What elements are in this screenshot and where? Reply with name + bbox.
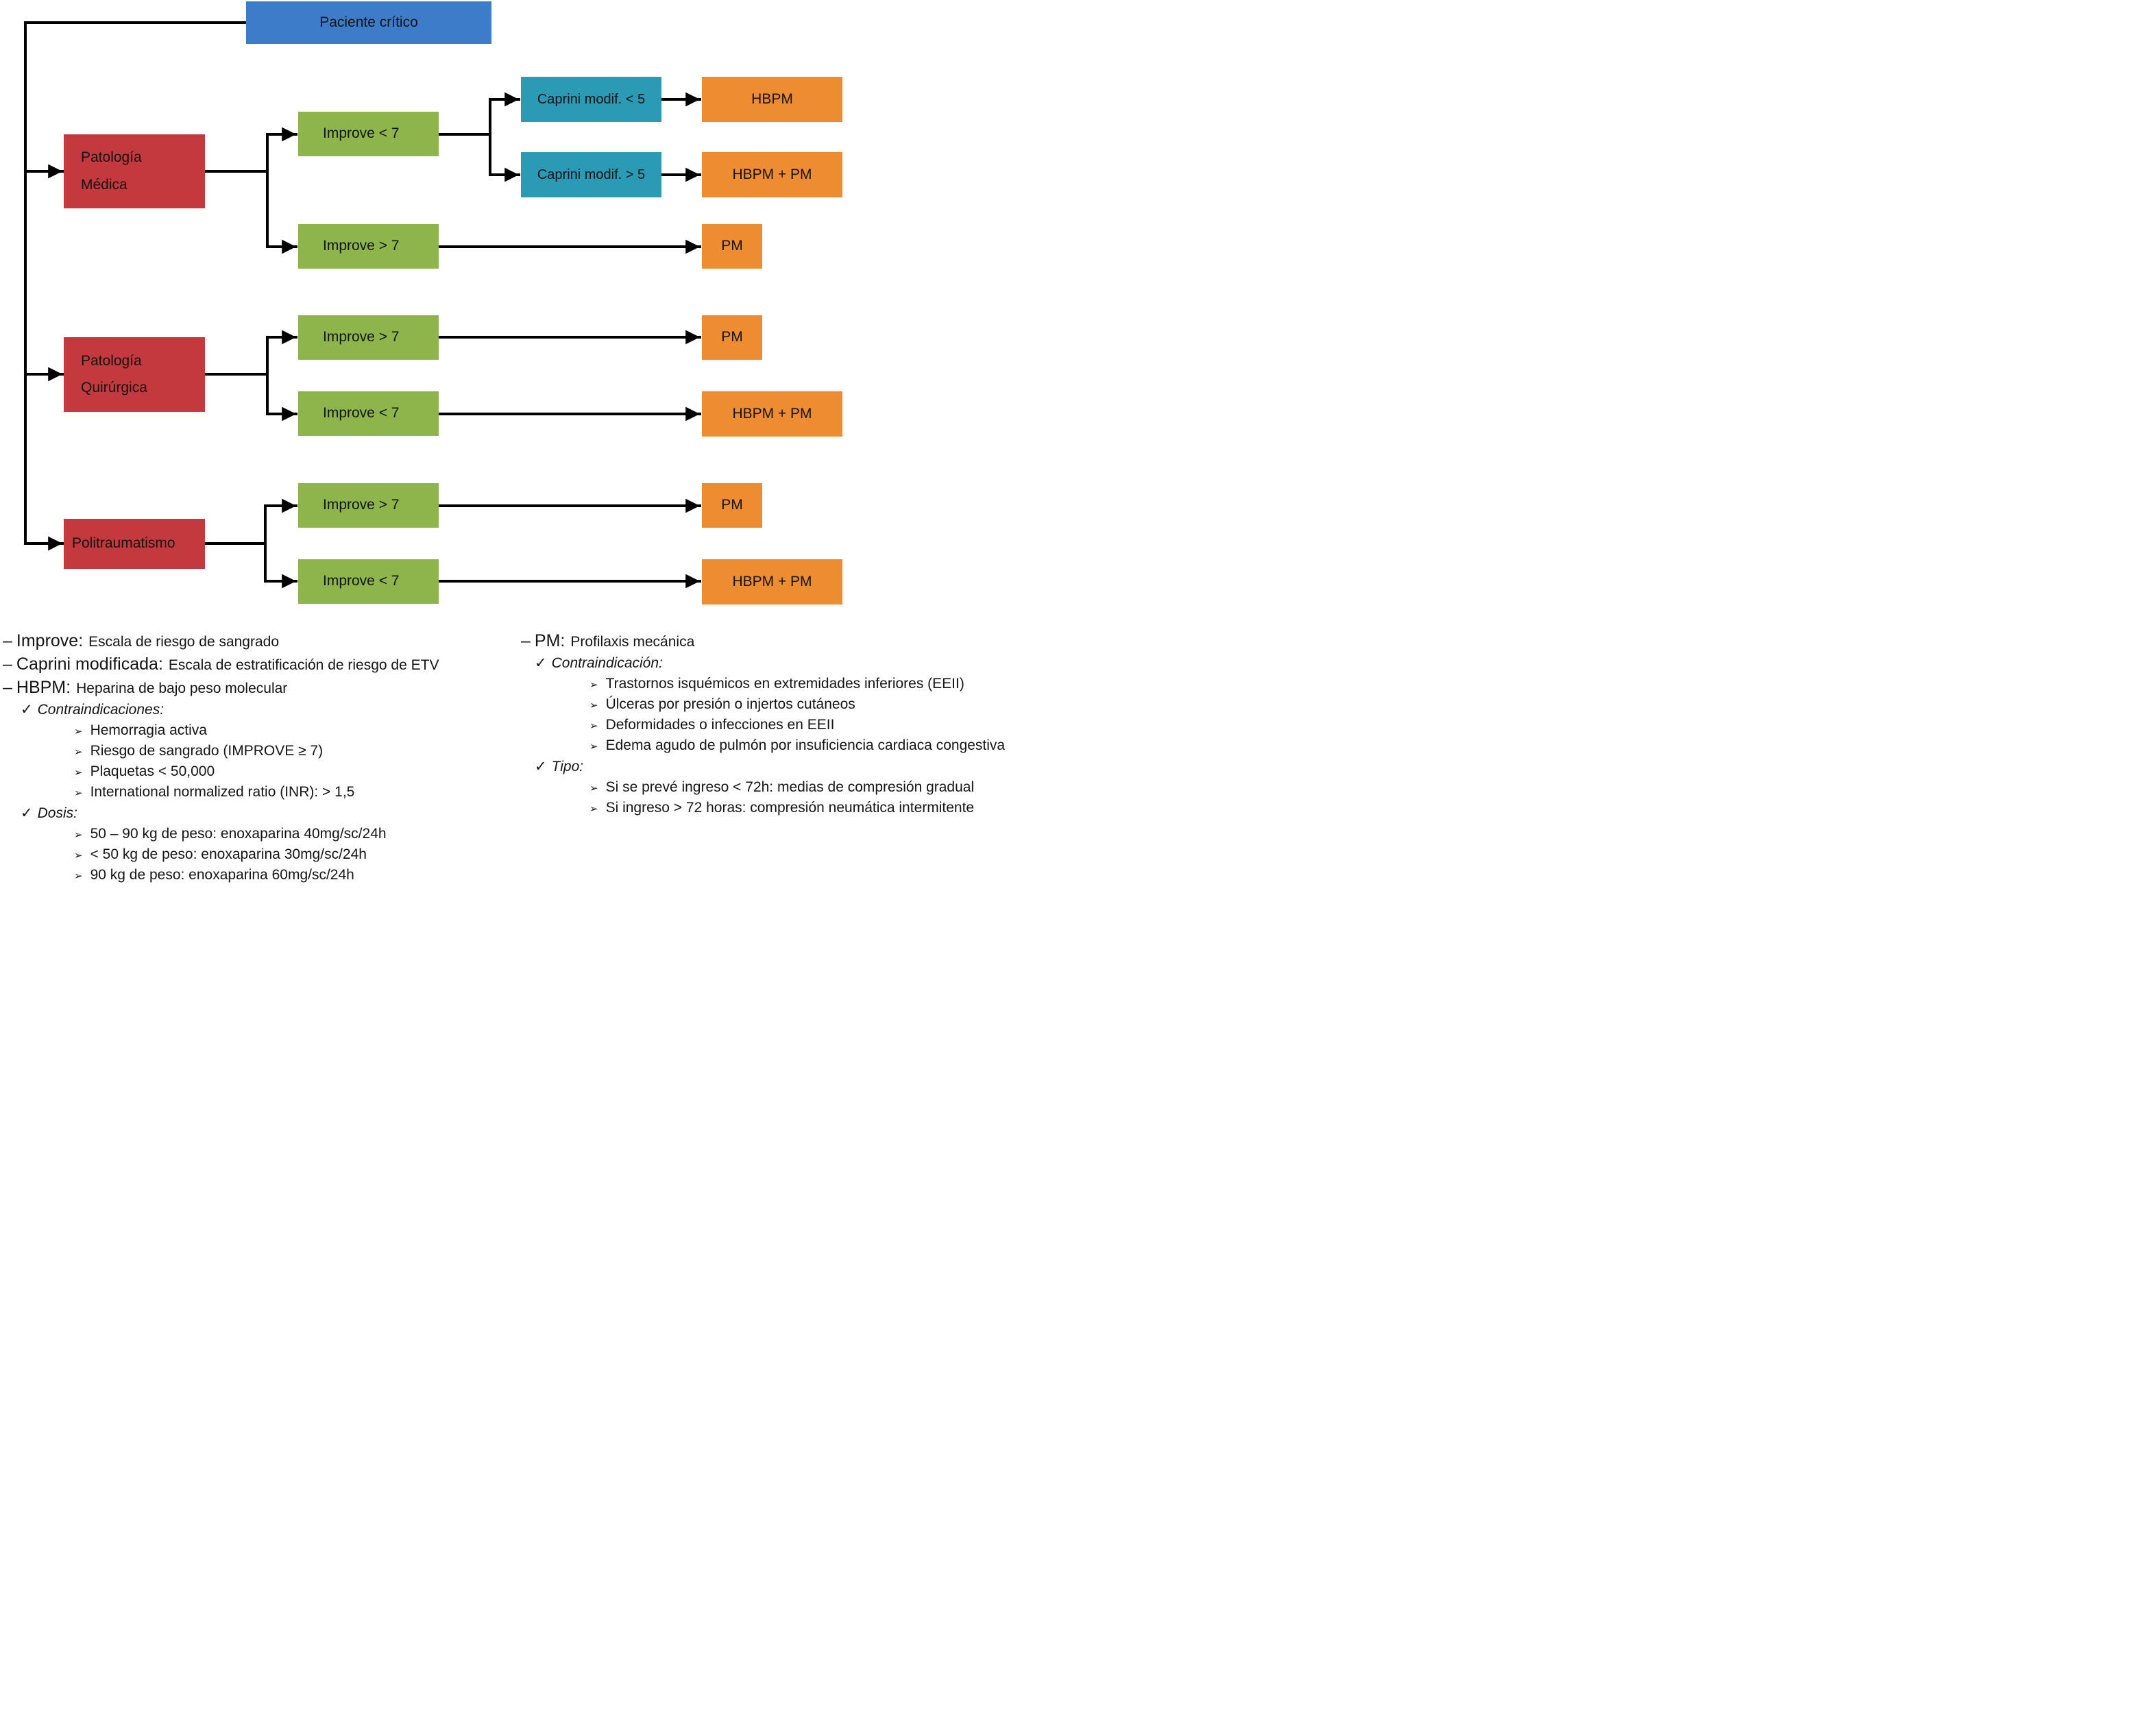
node-hbpm-pm-quirurgica: HBPM + PM <box>702 391 842 437</box>
legend-def-hbpm: Heparina de bajo peso molecular <box>76 681 288 696</box>
node-patologia-medica <box>64 134 205 208</box>
legend-entry-hbpm <box>3 678 521 698</box>
legend-item-text: 50 – 90 kg de peso: enoxaparina 40mg/sc/24h <box>90 826 387 842</box>
node-paciente-critico: Paciente crítico <box>246 1 491 44</box>
check-icon: ✓ <box>21 702 33 718</box>
legend-left-column <box>3 630 521 888</box>
legend-right-column <box>521 630 1064 888</box>
page <box>0 0 1064 894</box>
legend-subheading-label: Contraindicación: <box>551 655 663 671</box>
connector-medica-split <box>205 134 267 247</box>
arrow-bullet-icon: ➢ <box>589 679 598 691</box>
legend-item-text: Úlceras por presión o injertos cutáneos <box>605 696 855 712</box>
arrow-bullet-icon: ➢ <box>74 726 83 737</box>
legend-term-improve: Improve: <box>16 631 84 650</box>
legend-item <box>521 779 1064 796</box>
legend-item <box>3 867 521 883</box>
legend-item-text: Edema agudo de pulmón por insuficiencia cardiaca congestiva <box>605 737 1006 753</box>
legend-def-pm: Profilaxis mecánica <box>570 634 695 650</box>
legend-item-text: Plaquetas < 50,000 <box>90 763 215 779</box>
legend-term-caprini: Caprini modificada: <box>16 655 163 674</box>
legend-item-text: Trastornos isquémicos en extremidades inferiores (EEII) <box>605 676 964 692</box>
check-icon: ✓ <box>535 655 547 671</box>
arrow-bullet-icon: ➢ <box>74 829 83 841</box>
dash-marker: – <box>3 655 12 674</box>
node-label-line2: Quirúrgica <box>81 380 147 395</box>
legend-item <box>521 696 1064 713</box>
legend-item <box>3 846 521 863</box>
legend-entry-caprini <box>3 655 521 674</box>
legend-item <box>3 763 521 780</box>
node-politraumatismo: Politraumatismo <box>64 519 205 569</box>
node-pm-quirurgica: PM <box>702 315 762 360</box>
node-label-line2: Médica <box>81 176 127 193</box>
node-improve-lt7-medica: Improve < 7 <box>298 112 439 156</box>
connector-root-trunk <box>25 23 246 543</box>
arrow-bullet-icon: ➢ <box>74 767 83 779</box>
dash-marker: – <box>3 631 12 650</box>
node-pm-politrauma: PM <box>702 483 762 528</box>
arrow-bullet-icon: ➢ <box>589 803 598 815</box>
legend-item-text: Riesgo de sangrado (IMPROVE ≥ 7) <box>90 743 324 759</box>
node-pm-medica: PM <box>702 224 762 269</box>
legend-item-text: Deformidades o infecciones en EEII <box>605 717 835 733</box>
legend-def-caprini: Escala de estratificación de riesgo de ETV <box>168 657 439 673</box>
legend-item <box>521 676 1064 692</box>
legend-item <box>3 826 521 842</box>
node-label-line1: Patología <box>81 149 142 166</box>
arrow-bullet-icon: ➢ <box>589 700 598 711</box>
arrow-bullet-icon: ➢ <box>589 783 598 794</box>
legend-subheading-label: Tipo: <box>551 759 584 774</box>
arrow-bullet-icon: ➢ <box>74 850 83 861</box>
arrow-bullet-icon: ➢ <box>589 741 598 753</box>
legend-item <box>521 800 1064 816</box>
check-icon: ✓ <box>535 759 547 774</box>
node-caprini-gt5: Caprini modif. > 5 <box>521 152 661 197</box>
legend-item <box>521 737 1064 754</box>
legend-entry-improve <box>3 631 521 651</box>
node-improve-lt7-quirurgica: Improve < 7 <box>298 391 439 436</box>
connector-quirurgica-split <box>205 337 267 414</box>
legend-subheading-label: Dosis: <box>37 805 77 821</box>
arrow-bullet-icon: ➢ <box>74 870 83 882</box>
legend-item-text: Si ingreso > 72 horas: compresión neumática intermitente <box>605 800 975 816</box>
node-patologia-quirurgica <box>64 337 205 412</box>
node-improve-gt7-politrauma: Improve > 7 <box>298 483 439 528</box>
node-label-line1: Patología <box>81 352 142 369</box>
legend-item <box>521 717 1064 733</box>
legend-item-text: International normalized ratio (INR): > 1,5 <box>90 784 355 800</box>
connector-improve-lt7-split <box>439 99 490 175</box>
legend-item-text: < 50 kg de peso: enoxaparina 30mg/sc/24h <box>90 846 367 862</box>
legend-item <box>3 722 521 739</box>
node-hbpm-pm-politrauma: HBPM + PM <box>702 559 842 604</box>
node-improve-gt7-quirurgica: Improve > 7 <box>298 315 439 360</box>
dash-marker: – <box>3 678 12 697</box>
legend-item-text: 90 kg de peso: enoxaparina 60mg/sc/24h <box>90 867 354 883</box>
node-hbpm-pm-medica: HBPM + PM <box>702 152 842 197</box>
arrow-bullet-icon: ➢ <box>74 787 83 799</box>
legend-subheading-dosis <box>3 805 521 822</box>
arrow-bullet-icon: ➢ <box>74 746 83 758</box>
legend-item-text: Si se prevé ingreso < 72h: medias de compresión gradual <box>605 779 975 795</box>
legend-item <box>3 743 521 759</box>
arrow-bullet-icon: ➢ <box>589 720 598 732</box>
legend-subheading-tipo <box>521 758 1064 775</box>
legend-term-hbpm: HBPM: <box>16 678 71 697</box>
flowchart <box>0 0 1064 620</box>
node-improve-gt7-medica: Improve > 7 <box>298 224 439 269</box>
legend-entry-pm <box>521 631 1064 651</box>
legend <box>0 630 1064 894</box>
legend-subheading-contraindicaciones <box>3 701 521 718</box>
node-caprini-lt5: Caprini modif. < 5 <box>521 77 661 122</box>
legend-item <box>3 784 521 800</box>
check-icon: ✓ <box>21 805 33 821</box>
dash-marker: – <box>521 631 531 650</box>
node-improve-lt7-politrauma: Improve < 7 <box>298 559 439 604</box>
legend-def-improve: Escala de riesgo de sangrado <box>88 634 280 650</box>
connector-politrauma-split <box>205 506 265 581</box>
legend-subheading-label: Contraindicaciones: <box>37 702 165 718</box>
legend-subheading-contraindicacion <box>521 655 1064 672</box>
legend-term-pm: PM: <box>534 631 565 650</box>
node-hbpm: HBPM <box>702 77 842 122</box>
legend-item-text: Hemorragia activa <box>90 722 207 738</box>
